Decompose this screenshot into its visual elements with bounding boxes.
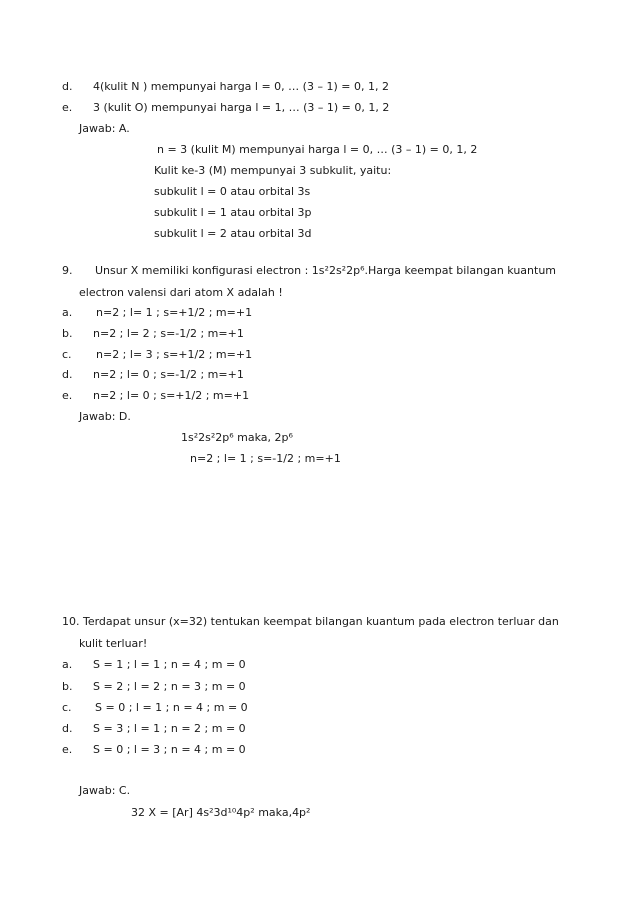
- q9-answer: Jawab: D.: [79, 410, 131, 423]
- q10-explanation-line: 32 X = [Ar] 4s²3d¹⁰4p² maka,4p²: [131, 806, 311, 819]
- q10-option-c-letter: c.: [62, 701, 72, 714]
- q10-option-e-letter: e.: [62, 743, 73, 756]
- q9-question-text: Unsur X memiliki konfigurasi electron : 1s²2s²2p⁶.Harga keempat bilangan kuantum: [95, 264, 557, 277]
- q9-option-b-text: n=2 ; l= 2 ; s=-1/2 ; m=+1: [93, 327, 244, 340]
- q9-option-d-text: n=2 ; l= 0 ; s=-1/2 ; m=+1: [93, 368, 244, 381]
- q8-option-e-letter: e.: [62, 101, 73, 114]
- q9-question-text: electron valensi dari atom X adalah !: [79, 286, 283, 299]
- q9-explanation-line: 1s²2s²2p⁶ maka, 2p⁶: [181, 431, 293, 444]
- q10-option-c-text: S = 0 ; l = 1 ; n = 4 ; m = 0: [95, 701, 248, 714]
- q10-option-d-letter: d.: [62, 722, 73, 735]
- q8-answer: Jawab: A.: [79, 122, 130, 135]
- q8-explanation-line: subkulit l = 0 atau orbital 3s: [154, 185, 311, 198]
- q8-option-d-text: 4(kulit N ) mempunyai harga l = 0, … (3 – 1) = 0, 1, 2: [93, 80, 389, 93]
- q10-option-a-letter: a.: [62, 658, 73, 671]
- q8-explanation-line: subkulit l = 1 atau orbital 3p: [154, 206, 312, 219]
- q10-option-b-text: S = 2 ; l = 2 ; n = 3 ; m = 0: [93, 680, 246, 693]
- q8-explanation-line: n = 3 (kulit M) mempunyai harga l = 0, … (3 – 1) = 0, 1, 2: [157, 143, 478, 156]
- q9-option-a-letter: a.: [62, 306, 73, 319]
- q10-question-text: kulit terluar!: [79, 637, 148, 650]
- q8-option-e-text: 3 (kulit O) mempunyai harga l = 1, … (3 – 1) = 0, 1, 2: [93, 101, 390, 114]
- q10-option-b-letter: b.: [62, 680, 73, 693]
- q9-option-c-letter: c.: [62, 348, 72, 361]
- q9-option-d-letter: d.: [62, 368, 73, 381]
- q10-option-a-text: S = 1 ; l = 1 ; n = 4 ; m = 0: [93, 658, 246, 671]
- q8-option-d-letter: d.: [62, 80, 73, 93]
- q9-option-e-text: n=2 ; l= 0 ; s=+1/2 ; m=+1: [93, 389, 250, 402]
- q9-number: 9.: [62, 264, 73, 277]
- q9-option-a-text: n=2 ; l= 1 ; s=+1/2 ; m=+1: [96, 306, 253, 319]
- q10-question-text: 10. Terdapat unsur (x=32) tentukan keempat bilangan kuantum pada electron terluar dan: [62, 615, 559, 628]
- q8-explanation-line: Kulit ke-3 (M) mempunyai 3 subkulit, yaitu:: [154, 164, 392, 177]
- q8-explanation-line: subkulit l = 2 atau orbital 3d: [154, 227, 312, 240]
- q9-option-b-letter: b.: [62, 327, 73, 340]
- q9-option-c-text: n=2 ; l= 3 ; s=+1/2 ; m=+1: [96, 348, 253, 361]
- q9-option-e-letter: e.: [62, 389, 73, 402]
- q10-option-e-text: S = 0 ; l = 3 ; n = 4 ; m = 0: [93, 743, 246, 756]
- q10-answer: Jawab: C.: [79, 784, 131, 797]
- q9-explanation-line: n=2 ; l= 1 ; s=-1/2 ; m=+1: [190, 452, 341, 465]
- q10-option-d-text: S = 3 ; l = 1 ; n = 2 ; m = 0: [93, 722, 246, 735]
